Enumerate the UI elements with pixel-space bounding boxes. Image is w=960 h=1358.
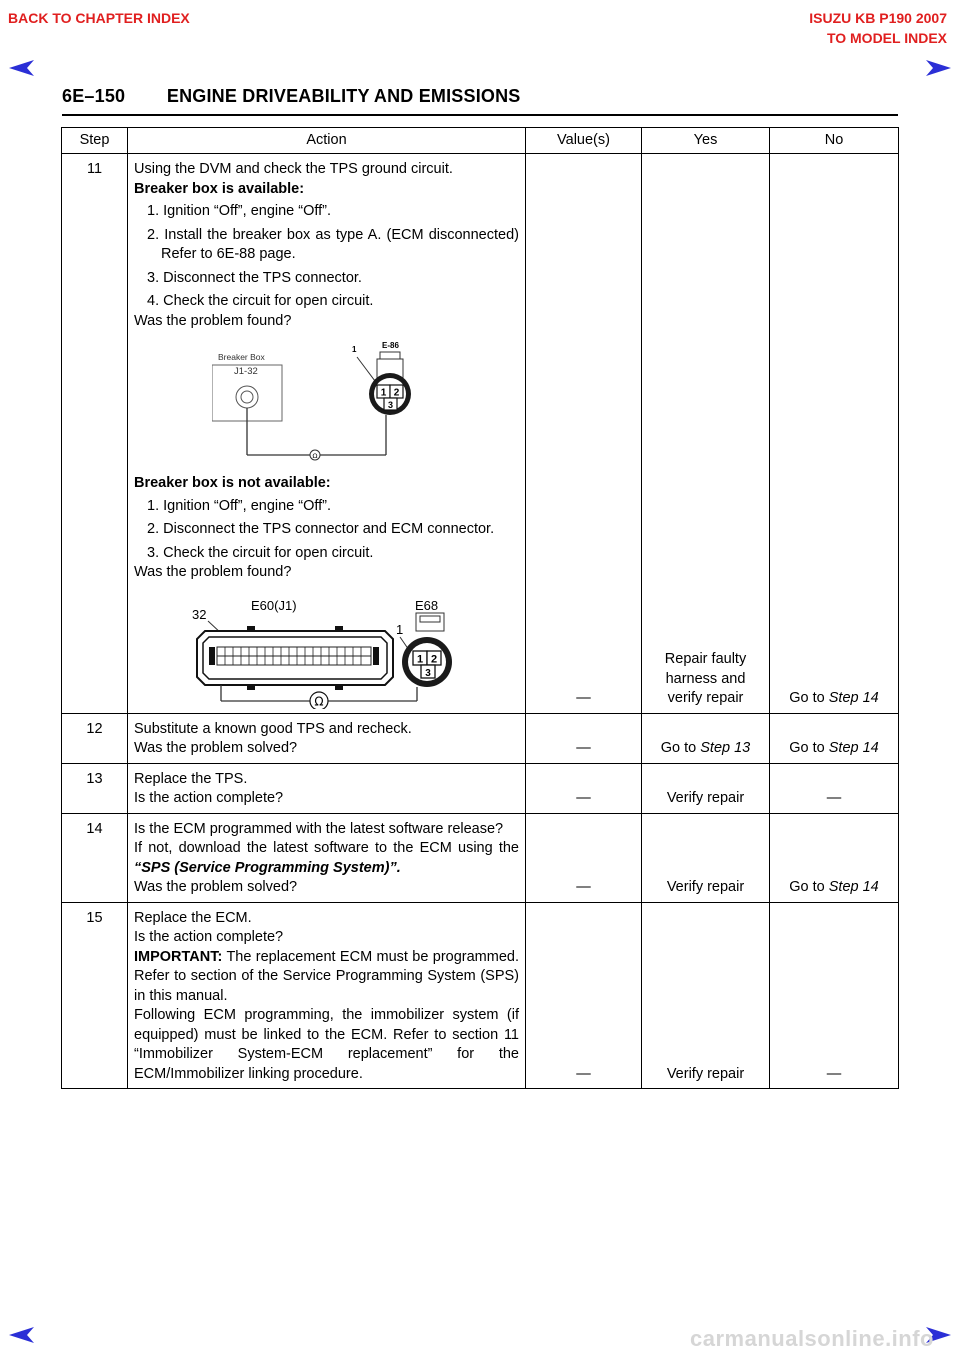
step-number: 11 xyxy=(62,154,128,714)
action-question: Was the problem found? xyxy=(134,312,292,329)
ohmmeter-symbol: Ω xyxy=(312,452,318,460)
action-cell xyxy=(128,713,526,763)
back-to-chapter-index-link[interactable]: BACK TO CHAPTER INDEX xyxy=(8,10,190,26)
list-item: 3. Check the circuit for open circuit. xyxy=(147,544,374,561)
no-cell: Go to Step 14 xyxy=(770,154,899,714)
next-page-arrow-icon[interactable] xyxy=(924,59,952,77)
no-cell: Go to Step 14 xyxy=(770,813,899,902)
step-number: 15 xyxy=(62,902,128,1089)
step-number: 14 xyxy=(62,813,128,902)
diagnostic-table xyxy=(61,127,899,1089)
action-text: Following ECM programming, the immobilizer system (if equipped) must be linked to the ECM. Refer to section 11 “Immobilizer System-ECM replacement” for the ECM/Immobilizer linking procedure. xyxy=(134,1007,519,1082)
value-cell: — xyxy=(526,902,642,1089)
yes-cell: Repair faulty harness and verify repair xyxy=(642,154,770,714)
header-action: Action xyxy=(128,128,526,154)
action-text: Replace the ECM. xyxy=(134,909,252,926)
subheading: Breaker box is not available: xyxy=(134,475,331,491)
title-rule xyxy=(62,114,898,116)
table-row-step-14 xyxy=(62,813,899,902)
connector-e68-label: E68 xyxy=(415,597,439,613)
action-text: If not, download the latest software to the ECM using the “SPS (Service Programming System)”. xyxy=(134,840,519,876)
ohmmeter-symbol: Ω xyxy=(314,694,324,708)
action-question: Was the problem found? xyxy=(134,564,292,580)
action-cell xyxy=(128,902,526,1089)
value-cell: — xyxy=(526,713,642,763)
table-row-step-12 xyxy=(62,713,899,763)
action-question: Was the problem solved? xyxy=(134,740,298,756)
value-cell: — xyxy=(526,813,642,902)
no-cell: — xyxy=(770,902,899,1089)
list-item: 2. Disconnect the TPS connector and ECM connector. xyxy=(147,521,495,537)
list-item: 2. Install the breaker box as type A. (ECM disconnected) Refer to 6E-88 page. xyxy=(147,226,519,262)
action-question: Is the action complete? xyxy=(134,929,284,945)
page-title: 6E–150 ENGINE DRIVEABILITY AND EMISSIONS xyxy=(62,86,521,106)
header-no: No xyxy=(770,128,899,154)
list-item: 1. Ignition “Off”, engine “Off”. xyxy=(147,203,332,219)
watermark-text: carmanualsonline.info xyxy=(690,1326,934,1351)
svg-text:1: 1 xyxy=(416,653,424,665)
ecm-connector-label: E60(J1) xyxy=(251,597,297,613)
to-model-index-link[interactable]: TO MODEL INDEX xyxy=(826,30,947,46)
svg-text:3: 3 xyxy=(425,667,431,679)
action-cell xyxy=(128,154,526,714)
action-text: Using the DVM and check the TPS ground circuit. xyxy=(134,161,453,177)
step-number: 12 xyxy=(62,713,128,763)
svg-text:1: 1 xyxy=(380,387,387,399)
step-number: 13 xyxy=(62,763,128,813)
yes-cell: Verify repair xyxy=(642,763,770,813)
breaker-box-label: Breaker Box xyxy=(218,352,265,362)
connector-e86-label: E-86 xyxy=(382,341,399,350)
no-cell: — xyxy=(770,763,899,813)
action-text: Substitute a known good TPS and recheck. xyxy=(134,720,412,737)
svg-text:2: 2 xyxy=(393,387,400,399)
svg-text:3: 3 xyxy=(387,400,394,410)
header-step: Step xyxy=(62,128,128,154)
previous-page-arrow-icon[interactable] xyxy=(8,1326,36,1344)
no-cell: Go to Step 14 xyxy=(770,713,899,763)
header-yes: Yes xyxy=(642,128,770,154)
list-item: 4. Check the circuit for open circuit. xyxy=(147,293,374,309)
action-text: Replace the TPS. xyxy=(134,770,248,787)
pin-one-label: 1 xyxy=(396,621,404,637)
subheading: Breaker box is available: xyxy=(134,180,305,197)
header-values: Value(s) xyxy=(526,128,642,154)
ecm-pin-label: 32 xyxy=(192,606,207,622)
action-question: Is the action complete? xyxy=(134,790,284,806)
list-item: 3. Disconnect the TPS connector. xyxy=(147,269,362,286)
table-row-step-15 xyxy=(62,902,899,1089)
table-row-step-11 xyxy=(62,154,899,714)
svg-text:2: 2 xyxy=(430,653,438,665)
list-item: 1. Ignition “Off”, engine “Off”. xyxy=(147,497,332,514)
breaker-box-diagram xyxy=(212,341,512,466)
pin-one-label: 1 xyxy=(352,345,357,354)
value-cell: — xyxy=(526,763,642,813)
model-title-link[interactable]: ISUZU KB P190 2007 xyxy=(809,10,947,26)
action-question: Was the problem solved? xyxy=(134,879,298,895)
value-cell: — xyxy=(526,154,642,714)
yes-cell: Verify repair xyxy=(642,813,770,902)
action-cell xyxy=(128,763,526,813)
table-row-step-13 xyxy=(62,763,899,813)
table-header-row xyxy=(62,128,899,154)
yes-cell: Verify repair xyxy=(642,902,770,1089)
important-note: IMPORTANT: The replacement ECM must be programmed. Refer to section of the Service Programming System (SPS) in this manual. xyxy=(134,948,519,1004)
yes-cell: Go to Step 13 xyxy=(642,713,770,763)
breaker-pin-label: J1-32 xyxy=(234,366,258,377)
ecm-connector-diagram xyxy=(189,591,489,709)
previous-page-arrow-icon[interactable] xyxy=(8,59,36,77)
action-text: Is the ECM programmed with the latest software release? xyxy=(134,820,504,837)
action-cell xyxy=(128,813,526,902)
